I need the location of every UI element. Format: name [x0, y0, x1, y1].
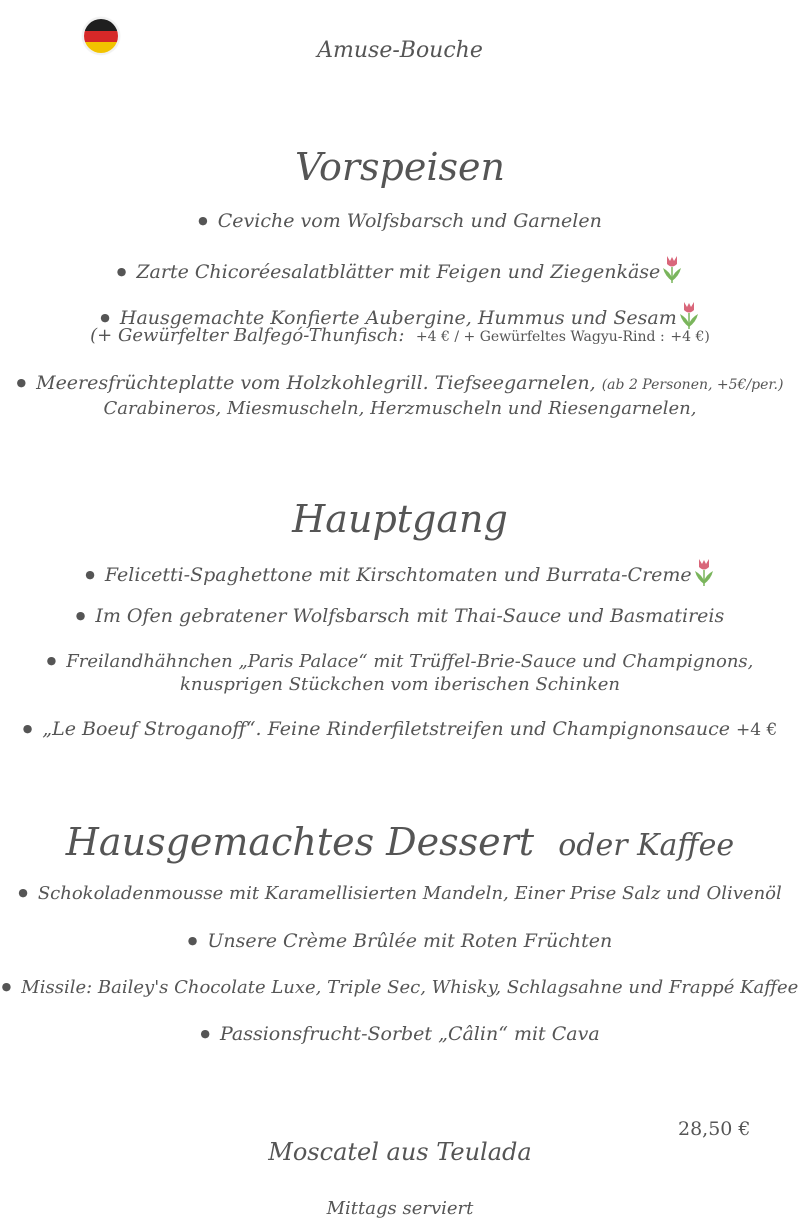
list-item: ● Im Ofen gebratener Wolfsbarsch mit Thai-Sauce und Basmatireis [75, 605, 725, 627]
dessert-title: Hausgemachtes Dessert oder Kaffee [65, 820, 735, 864]
bullet-dot-icon: ● [22, 722, 33, 735]
bullet-dot-icon: ● [200, 1027, 210, 1040]
list-item: ● Missile: Bailey's Chocolate Luxe, Triple Sec, Whisky, Schlagsahne und Frappé Kaffee [1, 977, 799, 998]
list-item: ● Schokoladenmousse mit Karamellisierten Mandeln, Einer Prise Salz und Olivenöl [18, 883, 782, 904]
list-item: ● Freilandhähnchen „Paris Palace“ mit Trüffel-Brie-Sauce und Champignons, [46, 651, 754, 672]
bullet-dot-icon: ● [18, 886, 28, 899]
list-item: ● Ceviche vom Wolfsbarsch und Garnelen [198, 210, 602, 232]
list-item: ● Hausgemachte Konfierte Aubergine, Hummus und Sesam [0, 300, 800, 330]
amuse-bouche-heading: Amuse-Bouche [317, 38, 483, 63]
bullet-dot-icon: ● [75, 609, 86, 622]
mains-title: Hauptgang [292, 497, 508, 541]
list-item: ● Passionsfrucht-Sorbet „Câlin“ mit Cava [200, 1023, 600, 1045]
list-item-continued: Carabineros, Miesmuscheln, Herzmuscheln und Riesengarnelen, [103, 398, 697, 419]
bullet-dot-icon: ● [100, 311, 110, 324]
bullet-dot-icon: ● [1, 980, 12, 993]
list-item: ● „Le Boeuf Stroganoff“. Feine Rinderfiletstreifen und Champignonsauce +4 € [22, 718, 778, 740]
wine-price: 28,50 € [678, 1118, 751, 1140]
bullet-dot-icon: ● [16, 376, 27, 389]
list-item-continued: knusprigen Stückchen vom iberischen Schinken [180, 674, 620, 695]
bullet-dot-icon: ● [187, 934, 198, 947]
bullet-dot-icon: ● [46, 654, 57, 667]
list-item: ● Felicetti-Spaghettone mit Kirschtomaten und Burrata-Creme [0, 557, 800, 587]
list-item: ● Unsere Crème Brûlée mit Roten Früchten [187, 930, 613, 952]
tulip-icon [693, 557, 715, 587]
wine-name: Moscatel aus Teulada [268, 1138, 532, 1166]
list-item-note: (+ Gewürfelter Balfegó-Thunfisch: +4 € / + Gewürfeltes Wagyu-Rind : +4 €) [90, 325, 710, 346]
list-item: ● Meeresfrüchteplatte vom Holzkohlegrill. Tiefseegarnelen, (ab 2 Personen, +5€/per.) [16, 372, 784, 394]
list-item: ● Zarte Chicoréesalatblätter mit Feigen und Ziegenkäse [0, 254, 800, 284]
bullet-dot-icon: ● [198, 214, 208, 227]
starters-title: Vorspeisen [295, 145, 505, 189]
bullet-dot-icon: ● [85, 568, 95, 581]
served-note: Mittags serviert [326, 1198, 474, 1219]
bullet-dot-icon: ● [116, 265, 127, 278]
tulip-icon [661, 254, 683, 284]
